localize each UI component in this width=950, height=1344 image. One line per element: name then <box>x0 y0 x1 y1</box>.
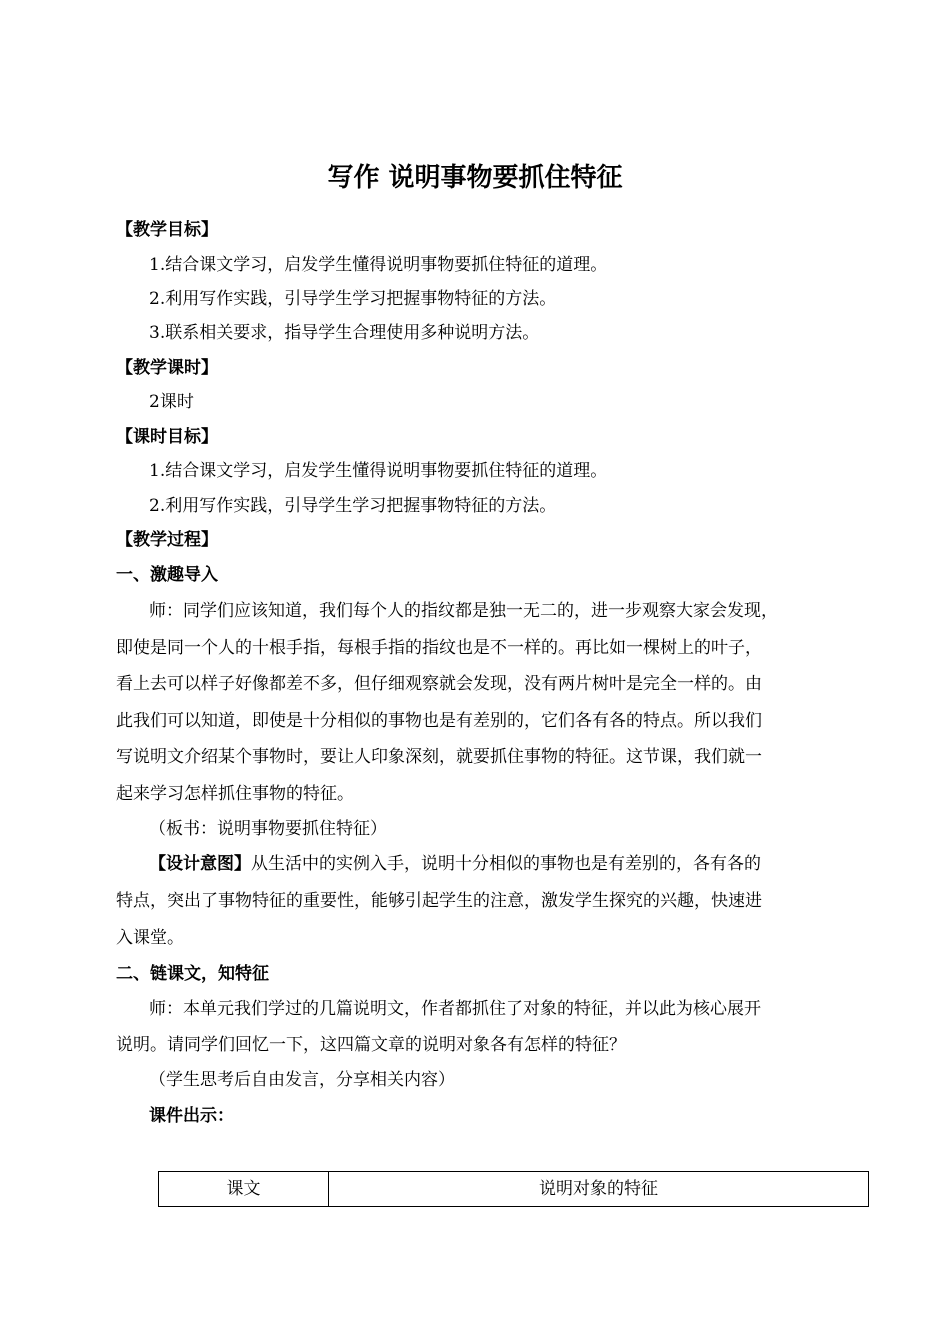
paragraph-line: 此我们可以知道，即使是十分相似的事物也是有差别的，它们各有各的特点。所以我们 <box>116 711 762 731</box>
process-heading: 【教学过程】 <box>116 530 218 550</box>
paragraph-line: 特点，突出了事物特征的重要性，能够引起学生的注意，激发学生探究的兴趣，快速进 <box>116 891 762 911</box>
hours-value: 2课时 <box>149 392 194 412</box>
design-intent-line <box>149 852 761 876</box>
table-header-cell: 课文 <box>159 1172 329 1207</box>
part1-heading: 一、激趣导入 <box>116 565 218 585</box>
table-header-cell: 说明对象的特征 <box>329 1172 869 1207</box>
lesson-goal-item: 2.利用写作实践，引导学生学习把握事物特征的方法。 <box>149 496 557 516</box>
paragraph-line: 说明。请同学们回忆一下，这四篇文章的说明对象各有怎样的特征？ <box>116 1035 626 1055</box>
page-title: 写作 说明事物要抓住特征 <box>327 163 623 193</box>
paragraph-line: 写说明文介绍某个事物时，要让人印象深刻，就要抓住事物的特征。这节课，我们就一 <box>116 747 762 767</box>
lesson-goal-item: 1.结合课文学习，启发学生懂得说明事物要抓住特征的道理。 <box>149 461 608 481</box>
goal-item: 3.联系相关要求，指导学生合理使用多种说明方法。 <box>149 323 540 343</box>
student-note: （学生思考后自由发言，分享相关内容） <box>149 1070 455 1090</box>
board-note: （板书：说明事物要抓住特征） <box>149 819 387 839</box>
feature-table <box>158 1171 869 1207</box>
paragraph-line: 看上去可以样子好像都差不多，但仔细观察就会发现，没有两片树叶是完全一样的。由 <box>116 674 762 694</box>
paragraph-line: 师：同学们应该知道，我们每个人的指纹都是独一无二的，进一步观察大家会发现， <box>149 601 778 621</box>
courseware-label: 课件出示： <box>149 1106 234 1126</box>
paragraph-line: 入课堂。 <box>116 928 184 948</box>
paragraph-line: 即使是同一个人的十根手指，每根手指的指纹也是不一样的。再比如一棵树上的叶子， <box>116 638 762 658</box>
lesson-goals-heading: 【课时目标】 <box>116 427 218 447</box>
design-intent-text: 从生活中的实例入手，说明十分相似的事物也是有差别的，各有各的 <box>251 854 761 874</box>
goal-item: 1.结合课文学习，启发学生懂得说明事物要抓住特征的道理。 <box>149 255 608 275</box>
design-intent-label: 【设计意图】 <box>149 854 251 874</box>
hours-heading: 【教学课时】 <box>116 358 218 378</box>
table-header-row <box>159 1172 869 1207</box>
goal-item: 2.利用写作实践，引导学生学习把握事物特征的方法。 <box>149 289 557 309</box>
paragraph-line: 起来学习怎样抓住事物的特征。 <box>116 784 354 804</box>
part2-heading: 二、链课文，知特征 <box>116 964 269 984</box>
goals-heading: 【教学目标】 <box>116 220 218 240</box>
paragraph-line: 师：本单元我们学过的几篇说明文，作者都抓住了对象的特征，并以此为核心展开 <box>149 999 761 1019</box>
